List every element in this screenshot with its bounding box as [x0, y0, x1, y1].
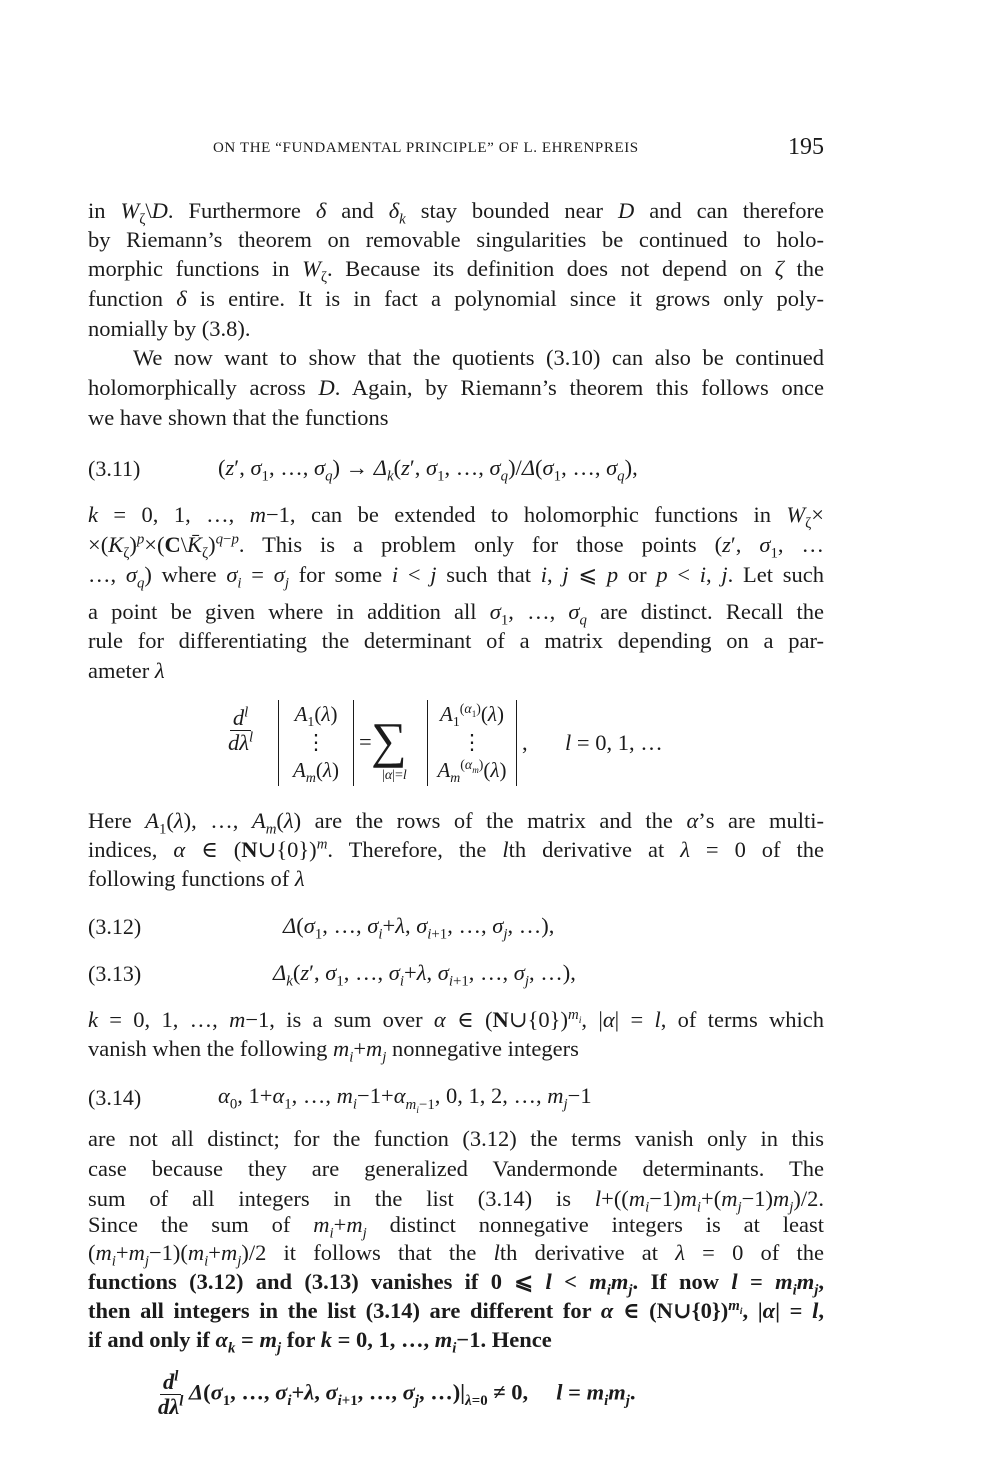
determinant-right: $A_1^{(\alpha_1)}(\lambda)$ ⋮ $A_m^{(\alpha_m)}(\lambda)$: [427, 700, 517, 786]
equation-3-13: $\Delta_k(z'$, $\sigma_1$, …, $\sigma_i+\lambda$, $\sigma_{i+1}$, …, $\sigma_j$, …),: [273, 960, 576, 990]
equation-3-11: (z′, $\sigma_1$, …, $\sigma_q) \to \Delta_k(z'$, $\sigma_1$, …, $\sigma_q)/\Delta(\sigma_1$, …, $\sigma_q$),: [218, 455, 638, 485]
text-line: sum of all integers in the list (3.14) is $l+((m_i-1)m_i+(m_j-1)m_j)/2$.: [88, 1186, 824, 1216]
text-line: by Riemann’s theorem on removable singularities be continued to holo-: [88, 227, 824, 252]
text-line: Since the sum of $m_i+m_j$ distinct nonnegative integers is at least: [88, 1212, 824, 1242]
comma: ,: [522, 730, 528, 755]
equation-3-14: $\alpha_0$, $1+\alpha_1$, …, $m_i-1+\alpha_{m_i-1}$, 0, 1, 2, …, $m_j-1$: [218, 1083, 592, 1116]
equation-label: (3.11): [88, 456, 141, 481]
derivative-operator: $\frac{d^l}{d\lambda^l}$: [228, 704, 254, 755]
text-line: k = 0, 1, …, m−1, can be extended to holomorphic functions in $W_\zeta\times$: [88, 502, 824, 532]
text-line: nomially by (3.8).: [88, 316, 251, 341]
text-line: Here $A_1(\lambda)$, …, $A_m(\lambda)$ are the rows of the matrix and the α’s are multi-: [88, 808, 824, 838]
equals-sign: =: [359, 729, 372, 754]
summation-index: |α|=l: [382, 768, 407, 783]
equation-label: (3.14): [88, 1085, 142, 1110]
text-line: if and only if $\alpha_k = m_j$ for k = 0, 1, …, $m_i-1$. Hence: [88, 1327, 552, 1357]
text-line: we have shown that the functions: [88, 405, 389, 430]
text-line: We now want to show that the quotients (3.10) can also be continued: [133, 345, 824, 370]
text-line: vanish when the following $m_i+m_j$ nonnegative integers: [88, 1036, 579, 1066]
running-title: ON THE “FUNDAMENTAL PRINCIPLE” OF L. EHRENPREIS: [213, 140, 639, 156]
text-line: functions (3.12) and (3.13) vanishes if 0 ⩽ $l < m_im_j$. If now $l = m_im_j$,: [88, 1269, 824, 1299]
text-line: case because they are generalized Vandermonde determinants. The: [88, 1156, 824, 1181]
text-line: following functions of λ: [88, 866, 305, 891]
text-line: indices, α ∈ (N∪{0})$^m$. Therefore, the lth derivative at λ = 0 of the: [88, 836, 825, 862]
text-line: then all integers in the list (3.14) are different for α ∈ (N∪{0})$^{m_i}$, |α| = l,: [88, 1297, 824, 1323]
text-line: a point be given where in addition all $\sigma_1$, …, $\sigma_q$ are distinct. Recall the: [88, 599, 824, 629]
equation-3-12: $\Delta(\sigma_1$, …, $\sigma_i+\lambda$, $\sigma_{i+1}$, …, $\sigma_j$, …),: [283, 913, 555, 943]
text-line: in $W_\zeta\backslash D$. Furthermore δ and $\delta_k$ stay bounded near D and can therefore: [88, 198, 824, 228]
text-line: ameter λ: [88, 658, 165, 683]
equation-label: (3.13): [88, 961, 142, 986]
text-line: k = 0, 1, …, m−1, is a sum over α ∈ (N∪{0})$^{m_i}$, |α| = l, of terms which: [88, 1006, 825, 1032]
equation-label: (3.12): [88, 914, 142, 939]
text-line: …, $\sigma_q$) where $\sigma_i = \sigma_j$ for some i < j such that i, j ⩽ p or p < i, j. Let such: [88, 562, 824, 592]
summation-sign: ∑: [371, 712, 407, 768]
text-line: $\times(K_\zeta)^p\times(C\backslash K̄_\zeta)^{q-p}$. This is a problem only for those points (z′, $\sigma_1$, …: [88, 531, 825, 562]
text-line: are not all distinct; for the function (3.12) the terms vanish only in this: [88, 1126, 824, 1151]
determinant-range: l = 0, 1, …: [565, 730, 663, 755]
text-line: holomorphically across D. Again, by Riemann’s theorem this follows once: [88, 375, 825, 400]
text-line: $(m_i+m_j-1)(m_i+m_j)/2$ it follows that the lth derivative at λ = 0 of the: [88, 1240, 824, 1270]
page-number: 195: [788, 134, 824, 160]
text-line: function δ is entire. It is in fact a polynomial since it grows only poly-: [88, 286, 824, 311]
text-line: rule for differentiating the determinant of a matrix depending on a par-: [88, 628, 824, 653]
text-line: morphic functions in $W_\zeta$. Because its definition does not depend on ζ the: [88, 256, 824, 286]
determinant-left: $A_1(\lambda)$ ⋮ $A_m(\lambda)$: [278, 700, 354, 786]
final-formula: $\frac{d^l}{d\lambda^l}$ $\Delta(\sigma_1$, …, $\sigma_i+\lambda$, $\sigma_{i+1}$, …, $\sigma_j$, $\dots)|_{\lambda=0} \ne 0$, $l = m_im_j$.: [158, 1368, 636, 1419]
